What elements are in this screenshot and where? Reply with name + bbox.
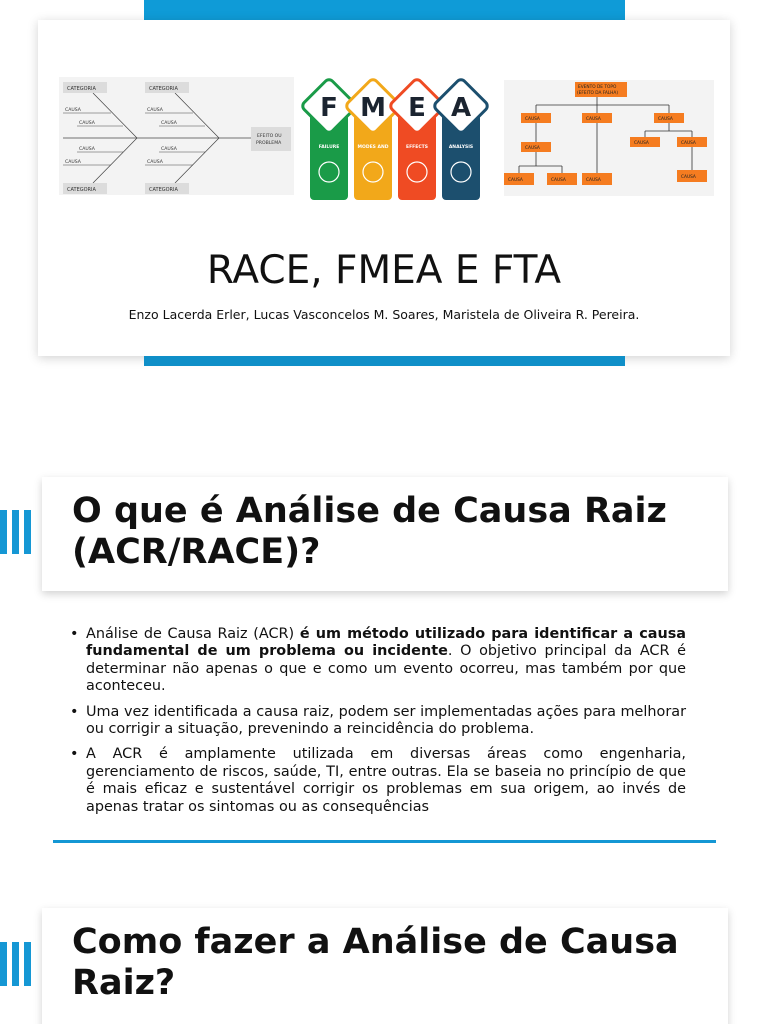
fishbone-diagram	[59, 77, 294, 195]
fta-cause-label: CAUSA	[508, 178, 523, 183]
fishbone-effect-label: EFEITO OU	[257, 134, 282, 139]
fmea-column	[433, 78, 490, 200]
fta-cause-label: CAUSA	[681, 141, 696, 146]
slide1-bottom-accent-bar	[144, 356, 625, 366]
fishbone-cause-label: CAUSA	[161, 147, 177, 152]
bullet-text: Uma vez identificada a causa raiz, podem ser implementadas ações para melhorar ou corrigir a situação, prevenindo a reincidência do problema.	[86, 703, 686, 738]
fmea-letter: A	[450, 93, 472, 123]
slide2-heading: O que é Análise de Causa Raiz (ACR/RACE)?	[72, 491, 667, 572]
fmea-column	[301, 78, 358, 200]
slide1-top-accent-bar	[144, 0, 625, 20]
fishbone-cause-label: CAUSA	[147, 108, 163, 113]
bullet-text: . O objetivo principal da ACR é determinar não apenas o que e como um evento ocorreu, mas também por que aconteceu.	[86, 643, 686, 695]
fmea-label: FAILURE	[318, 145, 340, 150]
fault-tree-diagram	[504, 80, 714, 196]
fishbone-category-label: CATEGORIA	[67, 187, 96, 193]
fmea-logo	[290, 64, 496, 200]
fta-cause-label: CAUSA	[634, 141, 649, 146]
fishbone-cause-label: CAUSA	[65, 108, 81, 113]
fta-top-event-label: EVENTO DE TOPO	[578, 85, 617, 90]
fmea-letter: F	[320, 93, 338, 123]
fta-cause-label: CAUSA	[525, 146, 540, 151]
bullet-item	[70, 626, 686, 696]
fishbone-cause-label: CAUSA	[79, 147, 95, 152]
fmea-label: MODES AND	[357, 145, 389, 150]
fishbone-cause-label: CAUSA	[79, 121, 95, 126]
fta-cause-label: CAUSA	[586, 117, 601, 122]
fishbone-cause-label: CAUSA	[147, 160, 163, 165]
fta-cause-label: CAUSA	[525, 117, 540, 122]
bullet-item	[70, 746, 686, 816]
slide1-title: RACE, FMEA E FTA	[206, 248, 562, 293]
slide2-bullet-list	[70, 626, 686, 824]
slide1-title-card	[38, 20, 730, 356]
fmea-column	[389, 78, 446, 200]
fta-cause-label: CAUSA	[681, 175, 696, 180]
fmea-letter: M	[360, 93, 386, 123]
slide3-stripe-decoration	[0, 942, 42, 986]
fishbone-cause-label: CAUSA	[161, 121, 177, 126]
fmea-label: ANALYSIS	[448, 145, 474, 150]
fta-cause-label: CAUSA	[658, 117, 673, 122]
slide2-divider	[53, 840, 716, 843]
bullet-item	[70, 704, 686, 739]
slide3-heading-card	[42, 908, 728, 1024]
fta-cause-label: CAUSA	[586, 178, 601, 183]
fishbone-category-label: CATEGORIA	[67, 86, 96, 92]
fmea-letter: E	[408, 93, 426, 123]
slide2-heading-card	[42, 477, 728, 591]
fmea-label: EFFECTS	[406, 145, 428, 150]
fta-cause-label: CAUSA	[551, 178, 566, 183]
fishbone-category-label: CATEGORIA	[149, 187, 178, 193]
bullet-bold-text: é um método utilizado para identificar a causa fundamental de um problema ou incidente	[86, 626, 686, 660]
fishbone-category-label: CATEGORIA	[149, 86, 178, 92]
fishbone-effect-label: PROBLEMA	[256, 141, 282, 146]
fishbone-cause-label: CAUSA	[65, 160, 81, 165]
fmea-column	[345, 78, 402, 200]
bullet-text: A ACR é amplamente utilizada em diversas áreas como engenharia, gerenciamento de riscos, saúde, TI, entre outras. Ela se baseia no princípio de que é mais eficaz e sustentável corrigir os problemas em sua origem, ao invés de apenas tratar os sintomas ou as consequências	[86, 746, 686, 815]
slide3-heading: Como fazer a Análise de Causa Raiz?	[72, 922, 679, 1003]
fta-top-event-label: (EFEITO DA FALHA)	[577, 91, 619, 96]
slide2-stripe-decoration	[0, 510, 42, 554]
bullet-text: Análise de Causa Raiz (ACR)	[86, 626, 300, 642]
slide1-authors: Enzo Lacerda Erler, Lucas Vasconcelos M. Soares, Maristela de Oliveira R. Pereira.	[128, 307, 640, 322]
